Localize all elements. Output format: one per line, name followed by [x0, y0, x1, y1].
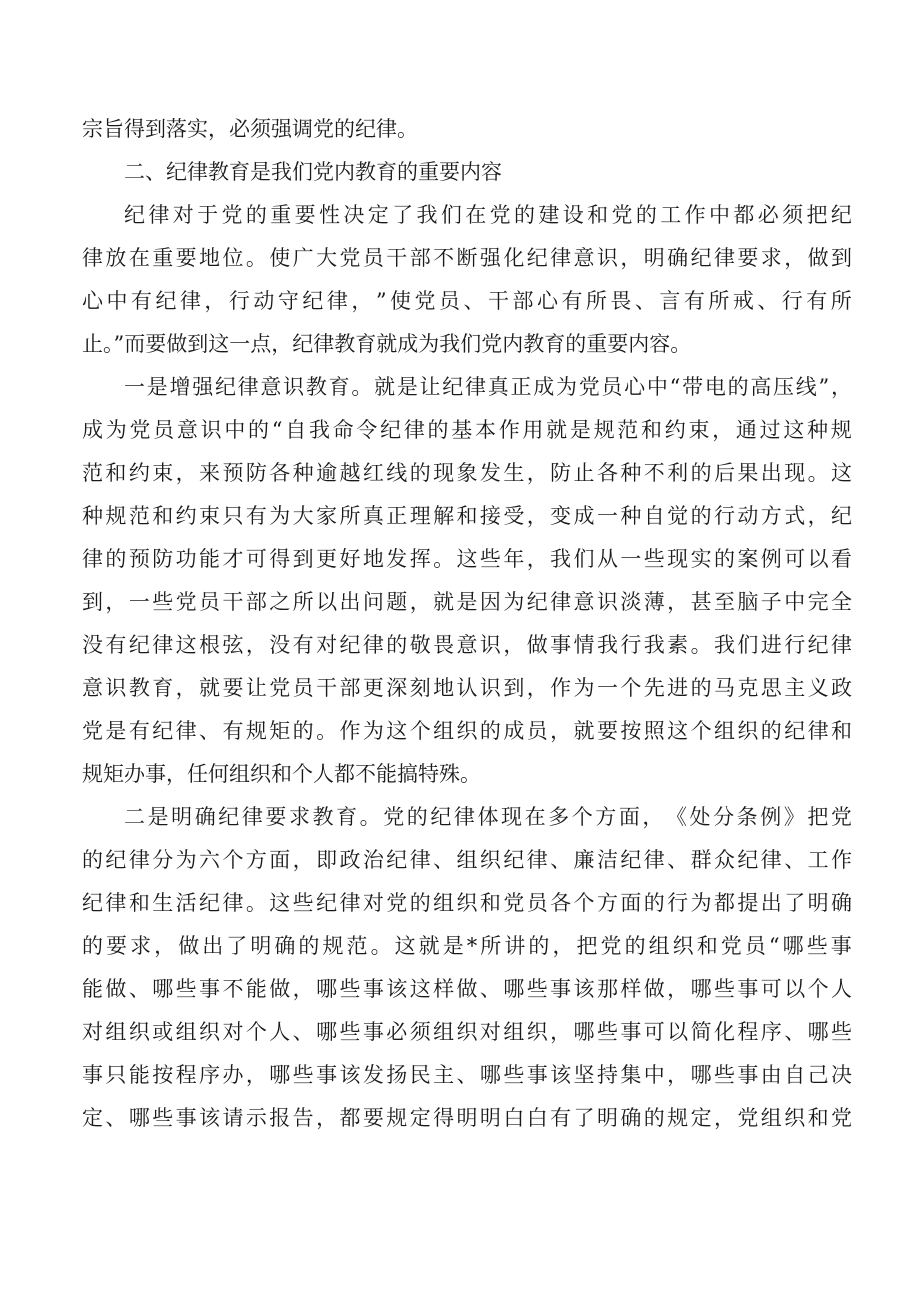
text-line: 二 是 明 确 纪 律 要 求 教 育 。 党 的 纪 律 体 现 在 多 个 方 面 ， 《 处 分 条 例 》 把 党 — [124, 805, 852, 829]
text-line: 律 放 在 重 要 地 位 。 使 广 大 党 员 干 部 不 断 强 化 纪 律 意 识 ， 明 确 纪 律 要 求 ， 做 到 — [82, 246, 852, 270]
text-line: 到 ， 一 些 党 员 干 部 之 所 以 出 问 题 ， 就 是 因 为 纪 律 意 识 淡 薄 ， 甚 至 脑 子 中 完 全 — [82, 590, 852, 614]
text-line: 的 纪 律 分 为 六 个 方 面 ， 即 政 治 纪 律 、 组 织 纪 律 、 廉 洁 纪 律 、 群 众 纪 律 、 工 作 — [82, 848, 852, 872]
text-line: 二、纪律教育是我们党内教育的重要内容 — [124, 160, 502, 184]
text-line: 种 规 范 和 约 束 只 有 为 大 家 所 真 正 理 解 和 接 受 ， 变 成 一 种 自 觉 的 行 动 方 式 ， 纪 — [82, 504, 852, 528]
text-line: 没 有 纪 律 这 根 弦 ， 没 有 对 纪 律 的 敬 畏 意 识 ， 做 事 情 我 行 我 素 。 我 们 进 行 纪 律 — [82, 633, 852, 657]
text-line: 对 组 织 或 组 织 对 个 人 、 哪 些 事 必 须 组 织 对 组 织 ， 哪 些 事 可 以 简 化 程 序 、 哪 些 — [82, 1020, 852, 1044]
text-line: 规矩办事，任何组织和个人都不能搞特殊。 — [82, 762, 481, 786]
text-line: 一 是 增 强 纪 律 意 识 教 育 。 就 是 让 纪 律 真 正 成 为 党 员 心 中 “ 带 电 的 高 压 线 ” ， — [124, 375, 852, 399]
text-line: 纪 律 对 于 党 的 重 要 性 决 定 了 我 们 在 党 的 建 设 和 党 的 工 作 中 都 必 须 把 纪 — [124, 203, 852, 227]
text-line: 的 要 求 ， 做 出 了 明 确 的 规 范 。 这 就 是 * 所 讲 的 ， 把 党 的 组 织 和 党 员 “ 哪 些 事 — [82, 934, 852, 958]
text-line: 宗旨得到落实，必须强调党的纪律。 — [82, 117, 418, 141]
text-line: 纪 律 和 生 活 纪 律 。 这 些 纪 律 对 党 的 组 织 和 党 员 各 个 方 面 的 行 为 都 提 出 了 明 确 — [82, 891, 852, 915]
text-line: 能 做 、 哪 些 事 不 能 做 ， 哪 些 事 该 这 样 做 、 哪 些 事 该 那 样 做 ， 哪 些 事 可 以 个 人 — [82, 977, 852, 1001]
text-line: 止。”而要做到这一点，纪律教育就成为我们党内教育的重要内容。 — [82, 332, 692, 356]
text-line: 范 和 约 束 ， 来 预 防 各 种 逾 越 红 线 的 现 象 发 生 ， 防 止 各 种 不 利 的 后 果 出 现 。 这 — [82, 461, 852, 485]
document-body — [82, 108, 852, 1140]
text-line: 意 识 教 育 ， 就 要 让 党 员 干 部 更 深 刻 地 认 识 到 ， 作 为 一 个 先 进 的 马 克 思 主 义 政 — [82, 676, 852, 700]
text-line: 党 是 有 纪 律 、 有 规 矩 的 。 作 为 这 个 组 织 的 成 员 ， 就 要 按 照 这 个 组 织 的 纪 律 和 — [82, 719, 852, 743]
text-line: 事 只 能 按 程 序 办 ， 哪 些 事 该 发 扬 民 主 、 哪 些 事 该 坚 持 集 中 ， 哪 些 事 由 自 己 决 — [82, 1063, 852, 1087]
text-line: 律 的 预 防 功 能 才 可 得 到 更 好 地 发 挥 。 这 些 年 ， 我 们 从 一 些 现 实 的 案 例 可 以 看 — [82, 547, 852, 571]
text-line: 心 中 有 纪 律 ， 行 动 守 纪 律 ， ” 使 党 员 、 干 部 心 有 所 畏 、 言 有 所 戒 、 行 有 所 — [82, 289, 852, 313]
text-line: 成 为 党 员 意 识 中 的 “ 自 我 命 令 纪 律 的 基 本 作 用 就 是 规 范 和 约 束 ， 通 过 这 种 规 — [82, 418, 852, 442]
text-line: 定 、 哪 些 事 该 请 示 报 告 ， 都 要 规 定 得 明 明 白 白 有 了 明 确 的 规 定 ， 党 组 织 和 党 — [82, 1106, 852, 1130]
